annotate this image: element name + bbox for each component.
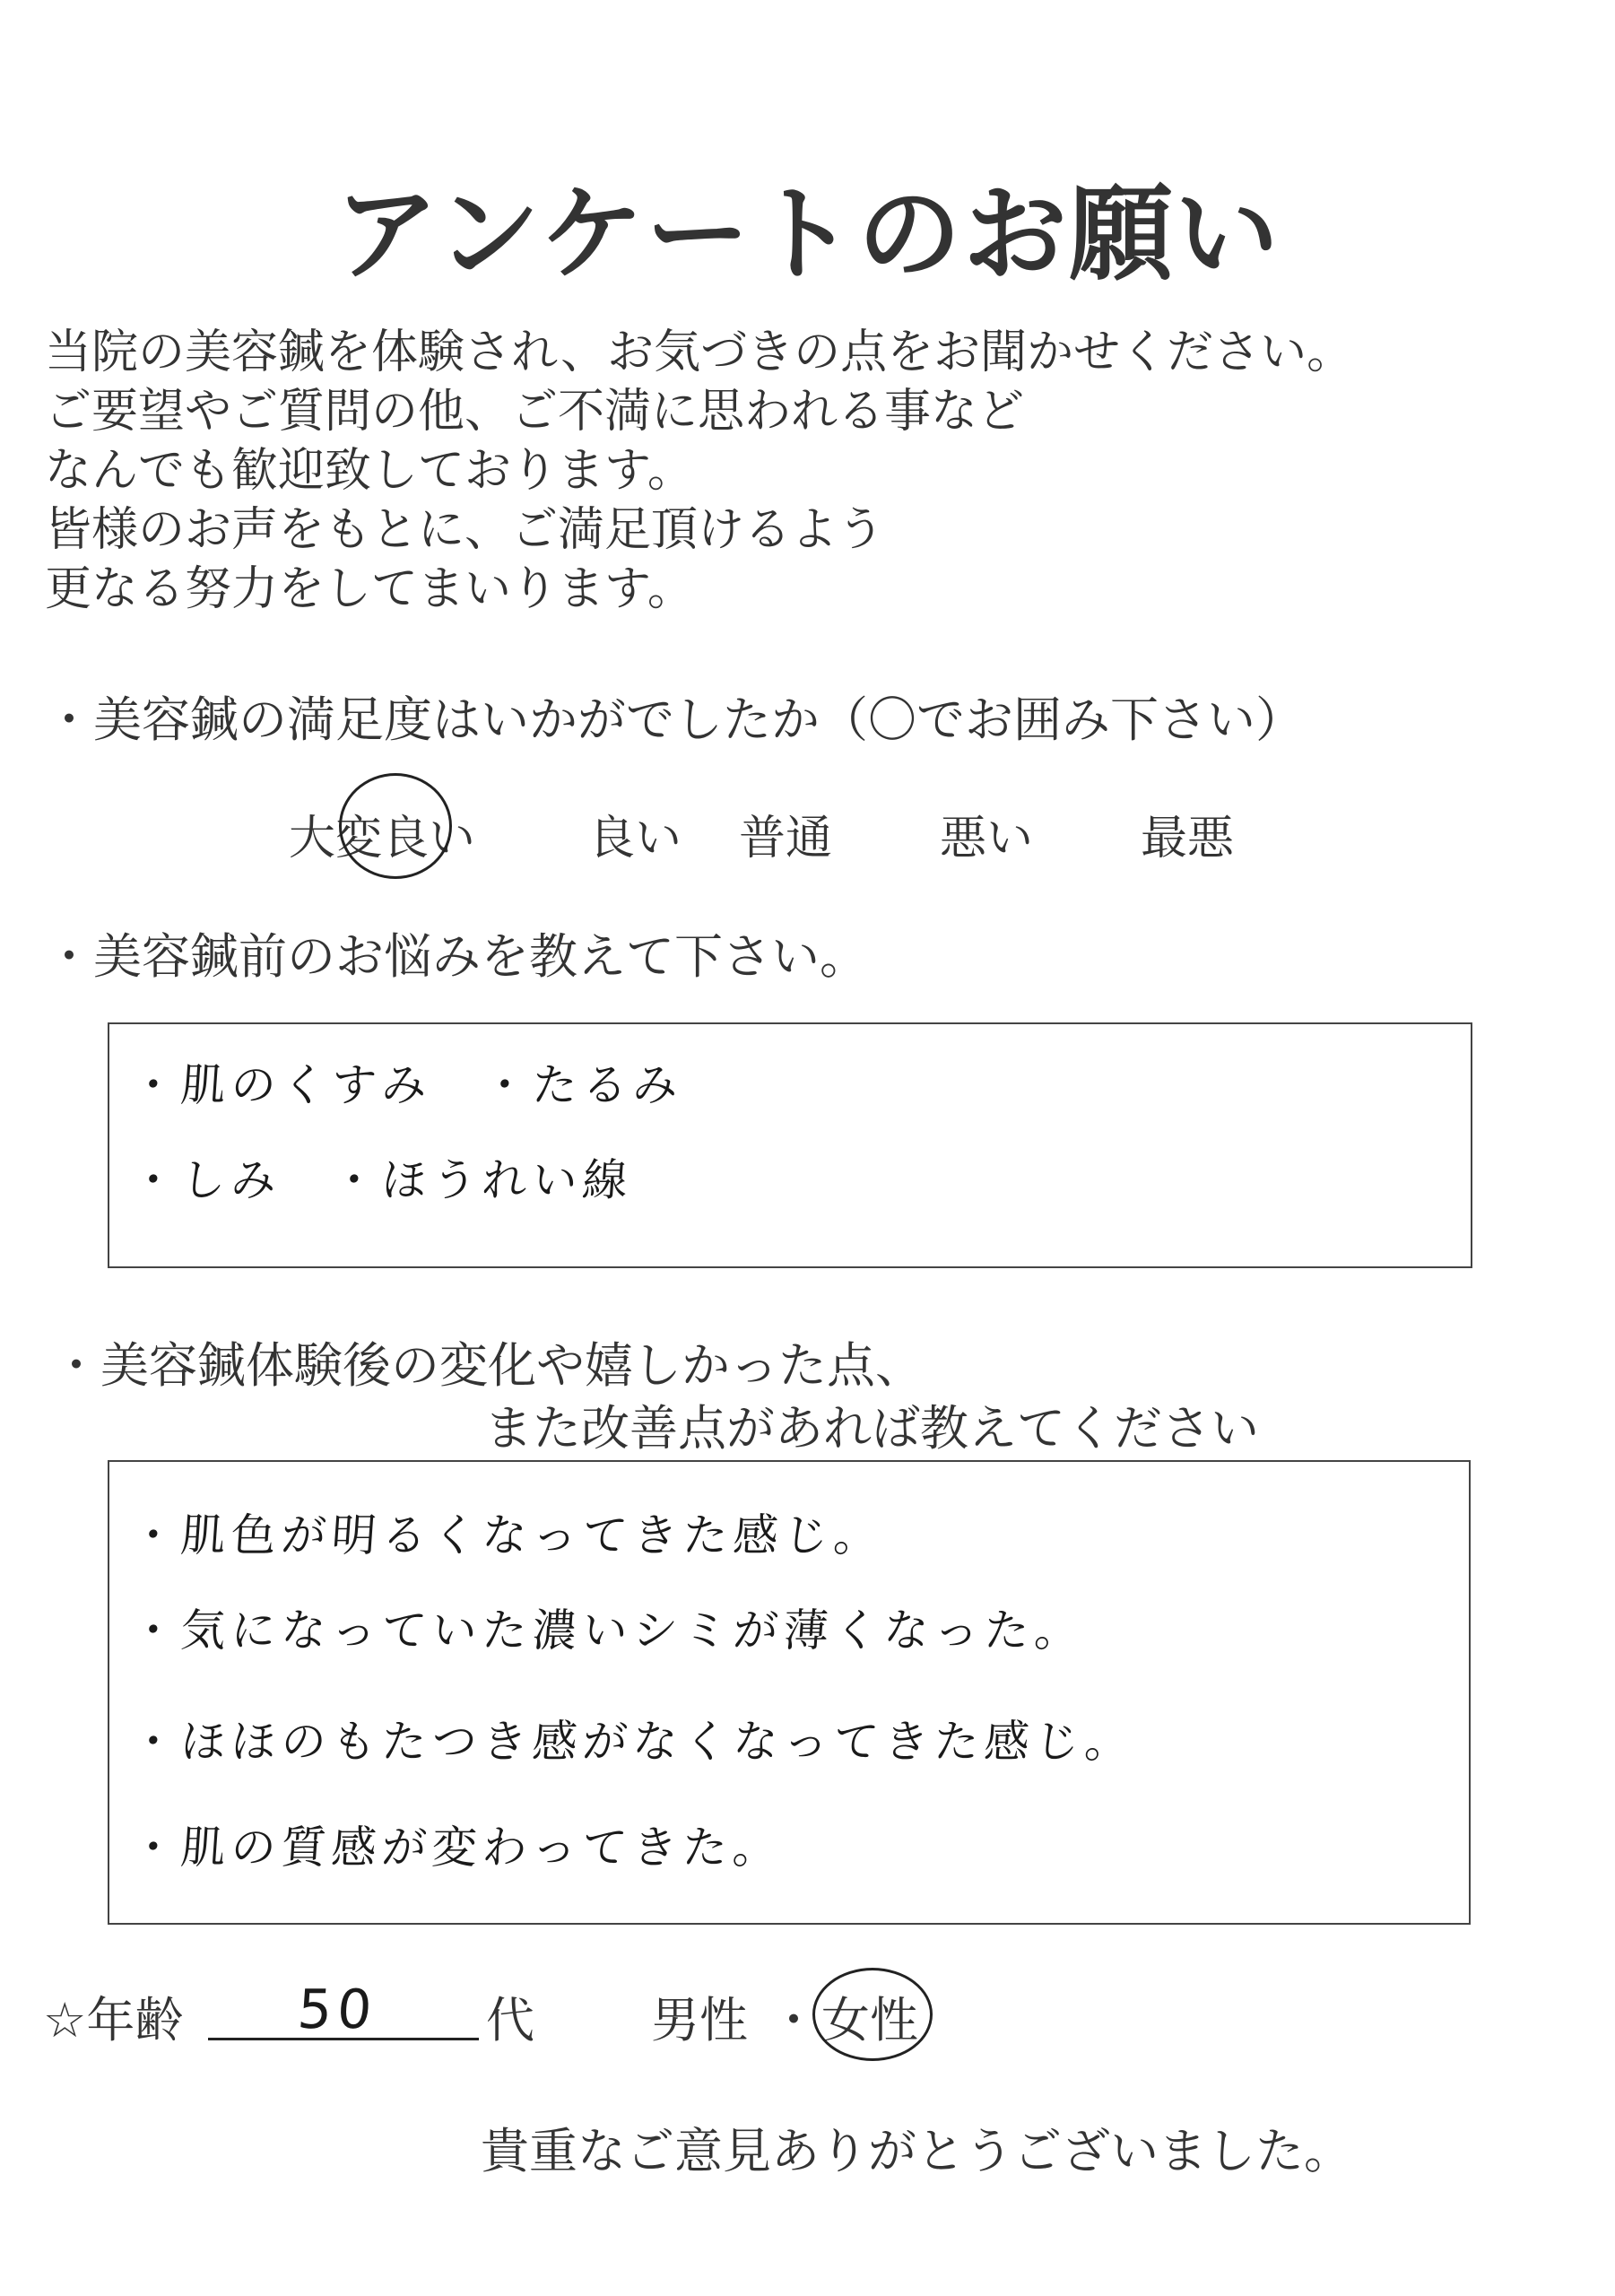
handwritten-answer: ・肌の質感が変わってきた。 xyxy=(128,1822,786,1874)
age-label: ☆年齢 xyxy=(43,1992,184,2048)
intro-line: 当院の美容鍼を体験され、お気づきの点をお聞かせください。 xyxy=(45,326,1354,379)
closing-message: 貴重なご意見ありがとうございました。 xyxy=(481,2123,1352,2179)
handwritten-answer: ・しみ ・ほうれい線 xyxy=(128,1154,635,1206)
age-value[interactable]: 50 xyxy=(295,1979,379,2041)
option-worst[interactable]: 最悪 xyxy=(1141,812,1235,865)
option-very-good[interactable]: 大変良い xyxy=(289,812,476,865)
option-normal[interactable]: 普通 xyxy=(739,812,833,865)
handwritten-answer: ・ほほのもたつき感がなくなってきた感じ。 xyxy=(128,1716,1137,1768)
gender-male[interactable]: 男性 xyxy=(651,1992,748,2048)
selection-circle xyxy=(812,1968,933,2061)
handwritten-answer: ・肌色が明るくなってきた感じ。 xyxy=(128,1509,886,1561)
intro-line: ご要望やご質問の他、ご不満に思われる事など xyxy=(45,385,1025,439)
age-suffix: 代 xyxy=(486,1992,534,2048)
option-bad[interactable]: 悪い xyxy=(940,812,1034,865)
gender-separator: ・ xyxy=(769,1992,818,2048)
intro-line: 皆様のお声をもとに、ご満足頂けるよう xyxy=(45,503,885,557)
page-title: アンケートのお願い xyxy=(334,174,1281,295)
question-changes: ・美容鍼体験後の変化や嬉しかった点、 xyxy=(52,1337,924,1394)
concerns-answer-box[interactable] xyxy=(108,1022,1472,1268)
question-satisfaction: ・美容鍼の満足度はいかがでしたか（〇でお囲み下さい） xyxy=(45,691,1304,748)
intro-text xyxy=(45,323,1353,619)
gender-female[interactable]: 女性 xyxy=(821,1992,918,2048)
changes-answer-box[interactable] xyxy=(108,1460,1471,1925)
handwritten-answer: ・気になっていた濃いシミが薄くなった。 xyxy=(128,1605,1087,1657)
question-changes-line2: また改善点があれば教えてください xyxy=(484,1400,1259,1457)
selection-circle xyxy=(339,773,452,879)
option-good[interactable]: 良い xyxy=(588,812,682,865)
intro-line: 更なる努力をしてまいります。 xyxy=(45,562,694,616)
intro-line: なんでも歓迎致しております。 xyxy=(45,444,694,498)
handwritten-answer: ・肌のくすみ ・たるみ xyxy=(128,1059,685,1111)
question-concerns: ・美容鍼前のお悩みを教えて下さい。 xyxy=(45,928,868,985)
